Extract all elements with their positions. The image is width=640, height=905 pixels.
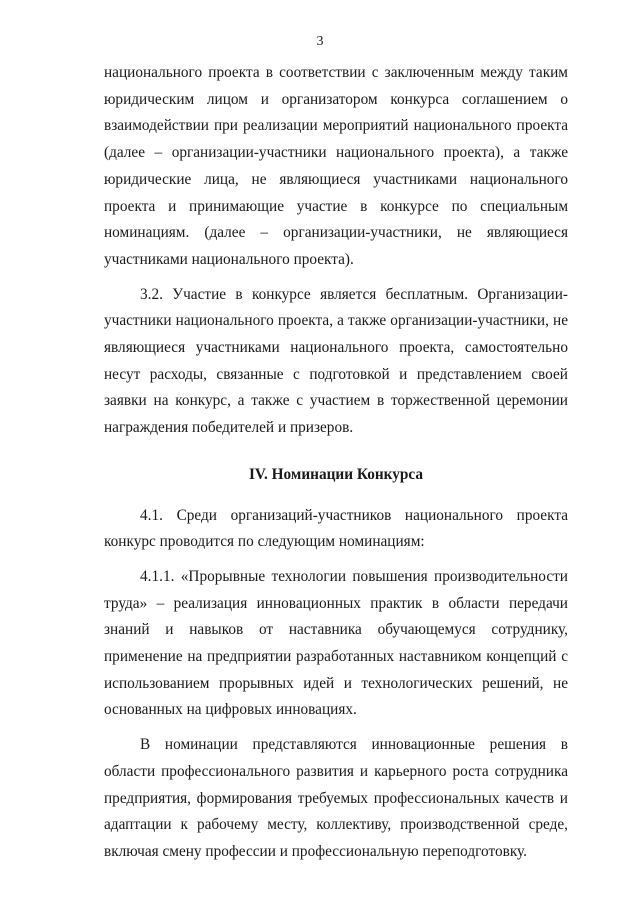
document-body xyxy=(104,60,568,866)
paragraph-4-1-1: 4.1.1. «Прорывные технологии повышения производительности труда» – реализация инновационных практик в области передачи знаний и навыков от наставника обучающемуся сотруднику, применение на предприятии разработанных наставником концепций с использованием прорывных идей и технологических решений, не основанных на цифровых инновациях. xyxy=(104,567,568,719)
paragraph-nomination-description: В номинации представляются инновационные решения в области профессионального развития и карьерного роста сотрудника предприятия, формирования требуемых профессиональных качеств и адаптации к рабочему месту, коллективу, производственной среде, включая смену профессии и профессиональную переподготовку. xyxy=(104,736,568,860)
page-number: 3 xyxy=(316,34,324,49)
paragraph-4-1: 4.1. Среди организаций-участников национального проекта конкурс проводится по следующим номинациям: xyxy=(104,506,568,551)
paragraph-3-2: 3.2. Участие в конкурсе является бесплатным. Организации-участники национального проекта, а также организации-участники, не являющиеся участниками национального проекта, самостоятельно несут расходы, связанные с подготовкой и представлением своей заявки на конкурс, а также с участием в торжественной церемонии награждения победителей и призеров. xyxy=(104,285,568,437)
section-heading: IV. Номинации Конкурса xyxy=(248,465,424,483)
paragraph-continuation: национального проекта в соответствии с заключенным между таким юридическим лицом и организатором конкурса соглашением о взаимодействии при реализации мероприятий национального проекта (далее – организации-участники национального проекта), а также юридические лица, не являющиеся участниками национального проекта и принимающие участие в конкурсе по специальным номинациям. (далее – организации-участники, не являющиеся участниками национального проекта). xyxy=(104,64,568,268)
